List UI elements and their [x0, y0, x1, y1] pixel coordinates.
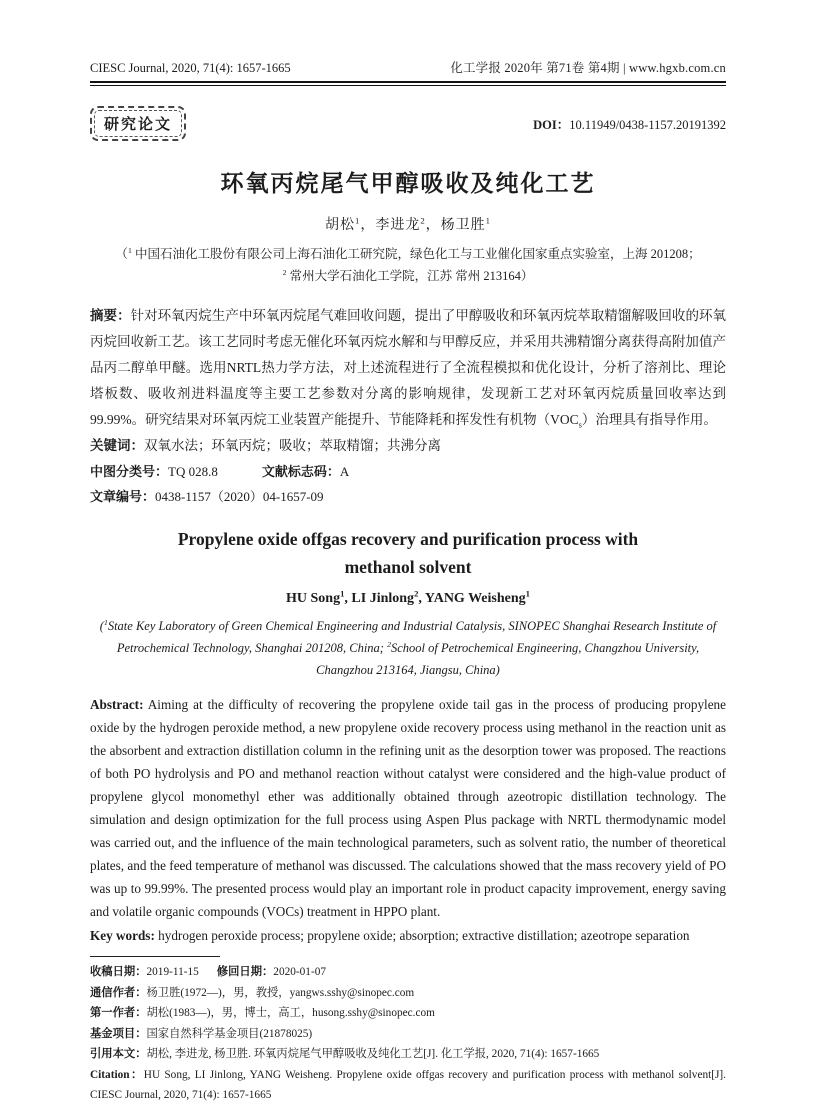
- funding-line: [90, 1024, 726, 1045]
- keywords-zh-label: 关键词：: [90, 438, 144, 453]
- revised-date: 2020-01-07: [273, 966, 327, 978]
- corresponding-value: 杨卫胜(1972—)，男，教授，yangws.sshy@sinopec.com: [146, 986, 415, 999]
- clc-value: TQ 028.8: [168, 464, 218, 479]
- keywords-en-text: hydrogen peroxide process; propylene oxide; absorption; extractive distillation; azeotrope separation: [158, 928, 690, 943]
- footnotes: [90, 962, 726, 1106]
- keywords-en-label: Key words:: [90, 928, 155, 943]
- authors-en: HU Song$^1$, LI Jinlong$^2$, YANG Weisheng$^1$: [286, 588, 530, 606]
- corresponding-label: 通信作者：: [90, 986, 147, 999]
- title-en: Propylene oxide offgas recovery and purification process with methanol solvent: [177, 529, 639, 577]
- citation-en-line: [90, 1065, 726, 1106]
- first-author-value: 胡松(1983—)，男，博士，高工，husong.sshy@sinopec.com: [146, 1007, 435, 1019]
- abstract-en-text: Aiming at the difficulty of recovering the propylene oxide tail gas in the process of producing propylene oxide by the hydrogen peroxide method, a new propylene oxide recovery process using methanol in the reaction unit as the absorbent and extraction distillation column in the refining unit as the desorption tower was proposed. The reactions of both PO hydrolysis and PO and methanol reaction without catalyst were considered and the high-value product of propylene glycol monomethyl ether was additionally obtained through azeotropic distillation technology. The simulation and design optimization for the full process using Aspen Plus package with NRTL thermodynamic model was carried out, and the influence of the main technological parameters, such as solvent ratio, the number of theoretical plates, and the feed temperature of methanol was discussed. The calculations showed that the mass recovery yield of PO was up to 99.99%. The presented process would play an important role in product capacity improvement, energy saving and volatile organic compounds (VOCs) treatment in HPPO plant.: [90, 697, 727, 919]
- citation-en-label: Citation：: [90, 1068, 144, 1081]
- affiliation-zh: （$^1$ 中国石油化工股份有限公司上海石油化工研究院，绿色化工与工业催化国家重点实验室，上海 201208； $^2$ 常州大学石油化工学院，江苏 常州 213164）: [115, 245, 701, 283]
- badge-doi-row: [90, 106, 726, 141]
- footnote-rule: [90, 956, 220, 957]
- citation-zh-value: 胡松, 李进龙, 杨卫胜. 环氧丙烷尾气甲醇吸收及纯化工艺[J]. 化工学报, 2020, 71(4): 1657-1665: [146, 1048, 600, 1060]
- citation-en-value: HU Song, LI Jinlong, YANG Weisheng. Propylene oxide offgas recovery and purification process with methanol solvent[J]. CIESC Journal, 2020, 71(4): 1657-1665: [90, 1068, 726, 1101]
- first-author-line: [90, 1003, 726, 1024]
- abstract-zh-text: 针对环氧丙烷生产中环氧丙烷尾气难回收问题，提出了甲醇吸收和环氧丙烷萃取精馏解吸回收的环氧丙烷回收新工艺。该工艺同时考虑无催化环氧丙烷水解和与甲醇反应，并采用共沸精馏分离获得高附加值产品丙二醇单甲醚。选用NRTL热力学方法，对上述流程进行了全流程模拟和优化设计，分析了溶剂比、理论塔板数、吸收剂进料温度等主要工艺参数对分离的影响规律，发现新工艺对环氧丙烷质量回收率达到99.99%。研究结果对环氧丙烷工业装置产能提升、节能降耗和挥发性有机物$(VOC_s)$治理具有指导作用。: [90, 308, 727, 430]
- journal-header-left: CIESC Journal, 2020, 71(4): 1657-1665: [90, 61, 291, 75]
- doi-value: 10.11949/0438-1157.20191392: [569, 117, 726, 132]
- keywords-en: [90, 925, 726, 947]
- journal-header-right: 化工学报 2020年 第71卷 第4期 | www.hgxb.com.cn: [450, 61, 726, 75]
- funding-label: 基金项目：: [90, 1027, 147, 1040]
- received-line: [90, 962, 726, 983]
- doc-code-value: A: [339, 464, 350, 479]
- article-no-label: 文章编号：: [90, 489, 156, 504]
- doi-label: DOI：: [533, 117, 570, 132]
- revised-label: 修回日期：: [216, 966, 274, 978]
- citation-zh-line: [90, 1044, 726, 1065]
- abstract-zh-label: 摘要：: [90, 308, 131, 323]
- first-author-label: 第一作者：: [90, 1007, 147, 1019]
- received-label: 收稿日期：: [90, 966, 147, 978]
- affiliation-en: ($^1$State Key Laboratory of Green Chemical Engineering and Industrial Catalysis, SINOPEC Shanghai Research Institute of Petrochemical Technology, Shanghai 201208, China; $^2$School of Petrochemical Engineering, Changzhou University, Changzhou 213164, Jiangsu, China): [99, 617, 717, 677]
- abstract-zh: [90, 303, 726, 433]
- clc-line: [90, 459, 726, 484]
- corresponding-author-line: [90, 983, 726, 1004]
- doi-line: [533, 115, 726, 133]
- abstract-en-label: Abstract:: [90, 697, 144, 712]
- funding-value: 国家自然科学基金项目(21878025): [146, 1027, 313, 1040]
- clc-label: 中图分类号：: [90, 464, 169, 479]
- article-no-line: [90, 484, 726, 509]
- article-no-value: 0438-1157（2020）04-1657-09: [155, 489, 324, 504]
- authors-zh: 胡松$^1$，李进龙$^2$，杨卫胜$^1$: [324, 215, 492, 233]
- doc-code-label: 文献标志码：: [261, 464, 340, 479]
- keywords-zh-text: 双氧水法；环氧丙烷；吸收；萃取精馏；共沸分离: [144, 438, 441, 453]
- header-rule: [90, 81, 726, 86]
- keywords-zh: [90, 433, 726, 459]
- received-date: 2019-11-15: [146, 966, 199, 978]
- title-zh: 环氧丙烷尾气甲醇吸收及纯化工艺: [220, 171, 596, 196]
- article-type-badge: 研究论文: [90, 106, 186, 141]
- abstract-en: [90, 693, 726, 923]
- journal-header: [90, 58, 726, 76]
- citation-zh-label: 引用本文：: [90, 1048, 147, 1060]
